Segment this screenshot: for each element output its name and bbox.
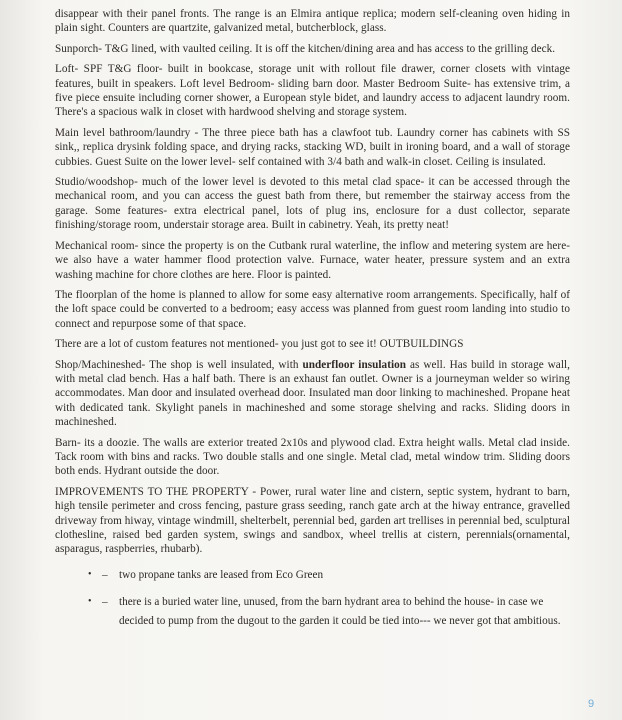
bullet-icon: • [88,596,92,608]
paragraph-improvements: IMPROVEMENTS TO THE PROPERTY - Power, rural water line and cistern, septic system, hydrant to barn, high tensile perimeter and cross fencing, pasture grass seeding, ranch gate arch at the hiway entrance, gravelled driveway from hiway, vintage windmill, shelterbelt, perennial bed, garden art trellises in perennial bed, sculptural clothesline, raised bed garden system, swings and sandbox, wheel trellis at cistern, perennials(ornamental, asparagus, raspberries, rhubarb). [55,485,570,556]
dash-icon: – [102,596,108,609]
paragraph-mechanical-room: Mechanical room- since the property is on the Cutbank rural waterline, the inflow and metering system are here- we also have a water hammer flood protection valve. Furnace, water heater, pressure system and an extra washing machine for chore clothes are here. Floor is painted. [55,239,570,281]
bullet-text: two propane tanks are leased from Eco Green [119,568,324,581]
paragraph-kitchen-continued: disappear with their panel fronts. The range is an Elmira antique replica; modern self-cleaning oven hiding in plain sight. Counters are quartzite, galvanized metal, butcherblock, glass. [55,8,570,35]
bullet-icon: • [88,568,92,580]
shop-text-post: as well. Has build in storage wall, with metal clad bench. Has a half bath. There is an exhaust fan outlet. Owner is a journeyman welder so wiring accommodates. Man door and insulated overhead door. Insulated man door linking to machineshed. Propane heat with dedicated tank. Skylight panels in machineshed and some storage shelving and racks. Sliding doors in machineshed. [55,358,570,429]
paragraph-barn: Barn- its a doozie. The walls are exterior treated 2x10s and plywood clad. Extra height walls. Metal clad inside. Tack room with bins and racks. Two double stalls and one single. Metal clad, metal window trim. Sliding doors both ends. Hydrant outside the door. [55,436,570,478]
paragraph-sunporch: Sunporch- T&G lined, with vaulted ceiling. It is off the kitchen/dining area and has access to the grilling deck. [55,42,556,55]
paragraph-main-level-bathroom-laundry: Main level bathroom/laundry - The three piece bath has a clawfoot tub. Laundry corner has cabinets with SS sink,, replica drysink folding space, and drying racks, stacking WD, built in ironing board, and a wall of storage cubbies. Guest Suite on the lower level- self contained with 3/4 bath and walk-in closet. Ceiling is insulated. [55,126,570,168]
shop-text-bold: underfloor insulation [302,358,407,371]
bullet-text: there is a buried water line, unused, from the barn hydrant area to behind the house- in case we decided to pump from the dugout to the garden it could be tied into--- we never got that ambitious. [119,596,561,627]
page-number: 9 [588,698,595,710]
paragraph-shop-machineshed [55,358,570,430]
bullet-item-propane-tanks [55,566,570,585]
dash-icon: – [102,568,108,581]
bullet-item-buried-water-line [55,593,570,630]
paragraph-loft: Loft- SPF T&G floor- built in bookcase, storage unit with rollout file drawer, corner closets with vintage features, built in speakers. Loft level Bedroom- sliding barn door. Master Bedroom Suite- has extensive trim, a five piece ensuite including corner shower, a European style bidet, and laundry access to adjacent laundry room. There's a spacious walk in closet with hardwood shelving and storage system. [55,63,570,119]
bullet-list [55,566,570,631]
shop-text-pre: Shop/Machineshed- The shop is well insulated, with [55,358,303,371]
paragraph-custom-features-outbuildings: There are a lot of custom features not mentioned- you just got to see it! OUTBUILDINGS [55,338,464,351]
paragraph-floorplan: The floorplan of the home is planned to allow for some easy alternative room arrangements. Specifically, half of the loft space could be converted to a bedroom; easy access was planned from guest room landing into studio to connect and repurpose some of that space. [55,288,570,330]
paragraph-studio-woodshop: Studio/woodshop- much of the lower level is devoted to this metal clad space- it can be accessed through the mechanical room, and you can access the guest bath from there, but remember the stairway access from the garage. Some features- extra electrical panel, lots of plug ins, enclosure for a dust collector, separate finishing/storage room, understair storage area. Built in cabinetry. Yeah, its pretty neat! [55,176,570,232]
